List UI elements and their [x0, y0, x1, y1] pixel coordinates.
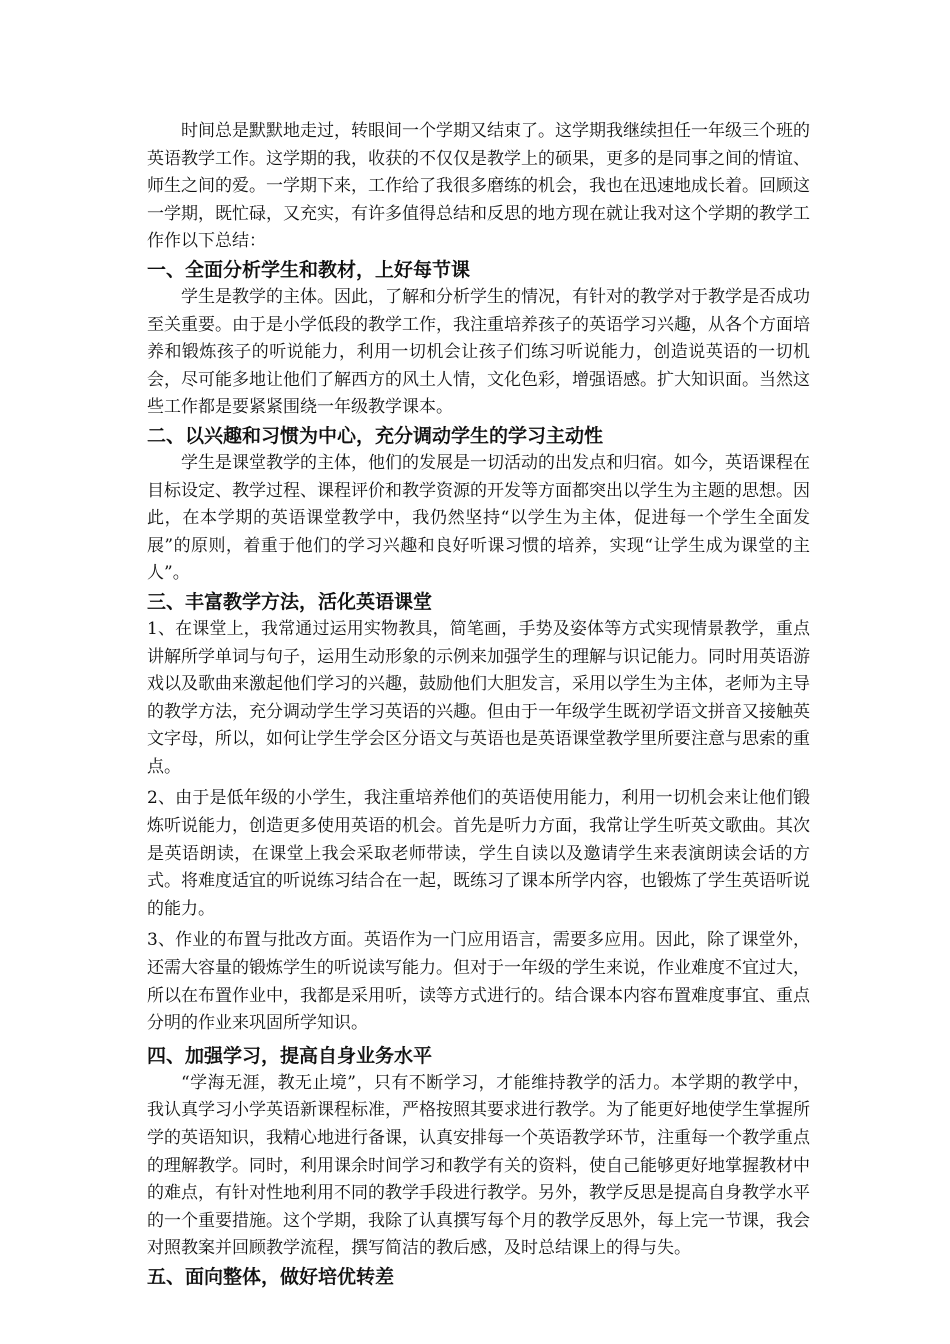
section-heading-1: 一、全面分析学生和教材，上好每节课: [147, 258, 471, 281]
section-3-item-2: 2、由于是低年级的小学生，我注重培养他们的英语使用能力，利用一切机会来让他们锻炼听说能力，创造更多使用英语的机会。首先是听力方面，我常让学生听英文歌曲。其次是英语朗读，在课堂上我会采取老师带读，学生自读以及邀请学生来表演朗读会话的方式。将难度适宜的听说练习结合在一起，既练习了课本所学内容，也锻炼了学生英语听说的能力。: [147, 788, 810, 919]
document-body: [147, 118, 810, 1291]
section-3-item-1: 1、在课堂上，我常通过运用实物教具，简笔画，手势及姿体等方式实现情景教学，重点讲解所学单词与句子，运用生动形象的示例来加强学生的理解与识记能力。同时用英语游戏以及歌曲来激起他们学习的兴趣，鼓励他们大胆发言，采用以学生为主体，老师为主导的教学方法，充分调动学生学习英语的兴趣。但由于一年级学生既初学语文拼音又接触英文字母，所以，如何让学生学会区分语文与英语也是英语课堂教学里所要注意与思索的重点。: [147, 618, 810, 777]
section-paragraph-4: “学海无涯，教无止境”，只有不断学习，才能维持教学的活力。本学期的教学中，我认真学习小学英语新课程标准，严格按照其要求进行教学。为了能更好地使学生掌握所学的英语知识，我精心地进行备课，认真安排每一个英语教学环节，注重每一个教学重点的理解教学。同时，利用课余时间学习和教学有关的资料，使自己能够更好地掌握教材中的难点，有针对性地利用不同的教学手段进行教学。另外，教学反思是提高自身教学水平的一个重要措施。这个学期，我除了认真撰写每个月的教学反思外，每上完一节课，我会对照教案并回顾教学流程，撰写简洁的教后感，及时总结课上的得与失。: [147, 1072, 810, 1259]
section-heading-3: 三、丰富教学方法，活化英语课堂: [147, 590, 433, 613]
section-heading-5: 五、面向整体，做好培优转差: [147, 1265, 395, 1288]
intro-paragraph: 时间总是默默地走过，转眼间一个学期又结束了。这学期我继续担任一年级三个班的英语教学工作。这学期的我，收获的不仅仅是教学上的硕果，更多的是同事之间的情谊、师生之间的爱。一学期下来，工作给了我很多磨练的机会，我也在迅速地成长着。回顾这一学期，既忙碌，又充实，有许多值得总结和反思的地方现在就让我对这个学期的教学工作作以下总结：: [147, 121, 810, 252]
section-paragraph-2: 学生是课堂教学的主体，他们的发展是一切活动的出发点和归宿。如今，英语课程在目标设定、教学过程、课程评价和教学资源的开发等方面都突出以学生为主题的思想。因此，在本学期的英语课堂教学中，我仍然坚持“以学生为主体，促进每一个学生全面发展”的原则，着重于他们的学习兴趣和良好听课习惯的培养，实现“让学生成为课堂的主人”。: [147, 452, 810, 584]
section-heading-4: 四、加强学习，提高自身业务水平: [147, 1044, 433, 1067]
section-paragraph-1: 学生是教学的主体。因此，了解和分析学生的情况，有针对的教学对于教学是否成功至关重要。由于是小学低段的教学工作，我注重培养孩子的英语学习兴趣，从各个方面培养和锻炼孩子的听说能力，利用一切机会让孩子们练习听说能力，创造说英语的一切机会，尽可能多地让他们了解西方的风土人情，文化色彩，增强语感。扩大知识面。当然这些工作都是要紧紧围绕一年级教学课本。: [147, 286, 810, 418]
section-heading-2: 二、以兴趣和习惯为中心，充分调动学生的学习主动性: [147, 424, 604, 447]
section-3-item-3: 3、作业的布置与批改方面。英语作为一门应用语言，需要多应用。因此，除了课堂外，还需大容量的锻炼学生的听说读写能力。但对于一年级的学生来说，作业难度不宜过大，所以在布置作业中，我都是采用听，读等方式进行的。结合课本内容布置难度事宜、重点分明的作业来巩固所学知识。: [147, 930, 810, 1034]
